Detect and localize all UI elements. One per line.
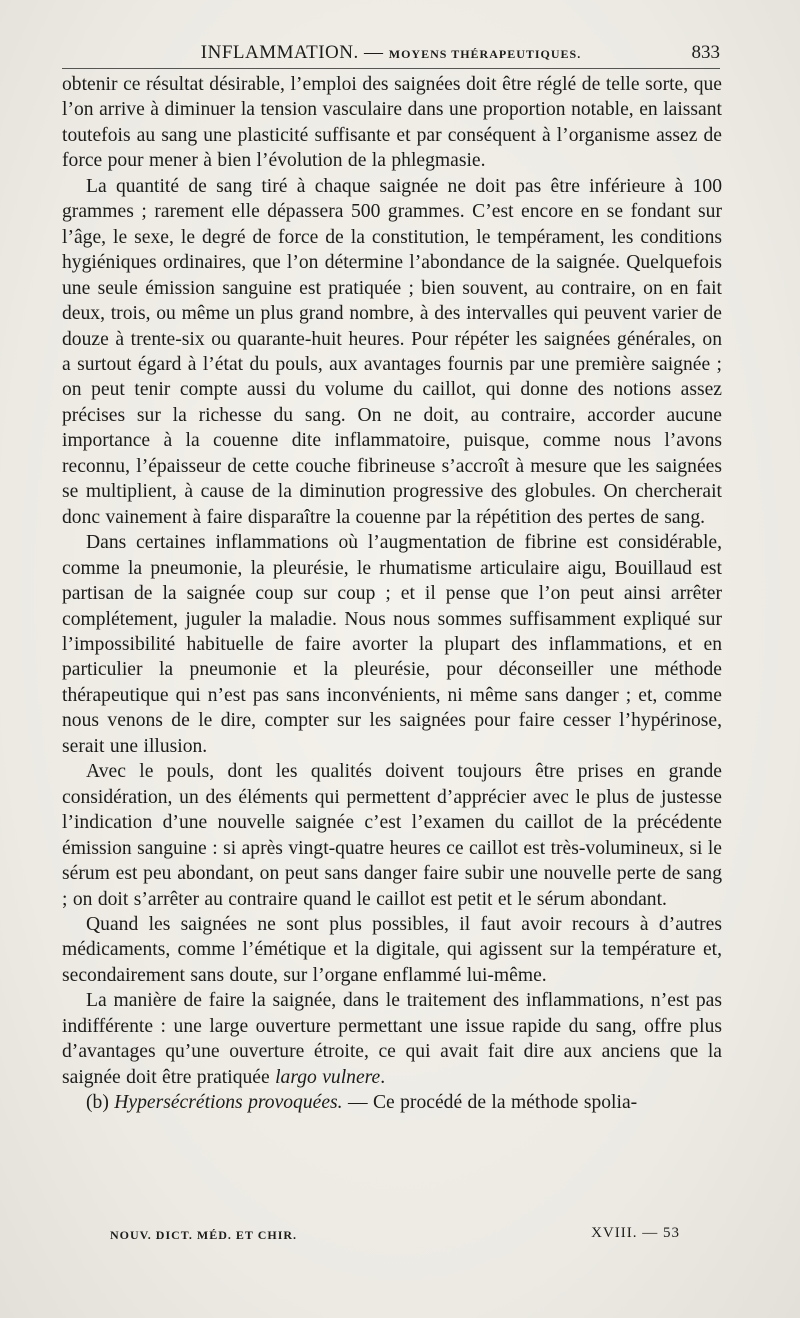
paragraph-7 <box>62 1090 722 1115</box>
body-text <box>62 72 722 1116</box>
page-footer <box>110 1225 680 1250</box>
running-head-subtitle: MOYENS THÉRAPEUTIQUES. <box>388 47 582 61</box>
footer-volume: XVIII. — 53 <box>591 1225 680 1241</box>
paragraph-7-text: — Ce procédé de la méthode spolia- <box>342 1092 638 1114</box>
section-label: (b) <box>86 1092 109 1114</box>
paragraph-6-end: . <box>380 1066 386 1088</box>
paragraph-3: Dans certaines inflammations où l’augmentation de fibrine est considérable, comme la pneumonie, la pleurésie, le rhumatisme articulaire aigu, Bouillaud est partisan de la saignée coup sur coup ; et il pense que l’on peut ainsi arrêter complétement, juguler la maladie. Nous nous sommes suffisamment expliqué sur l’impossibilité habituelle de faire avorter la plupart des inflammations, et en particulier la pneumonie et la pleurésie, pour déconseiller une méthode thérapeutique qui n’est pas sans inconvénients, ni même sans danger ; et, comme nous venons de le dire, compter sur les saignées pour faire cesser l’hypérinose, serait une illusion. <box>62 532 722 757</box>
paragraph-4: Avec le pouls, dont les qualités doivent toujours être prises en grande considération, un des éléments qui permettent d’apprécier avec le plus de justesse l’indication d’une nouvelle saignée c’est l’examen du caillot de la précédente émission sanguine : si après vingt-quatre heures ce caillot est très-volumineux, si le sérum est peu abondant, on peut sans danger faire subir une nouvelle perte de sang ; on doit s’arrêter au contraire quand le caillot est petit et le sérum abondant. <box>62 761 722 910</box>
running-head-title <box>62 42 720 64</box>
paragraph-2: La quantité de sang tiré à chaque saignée ne doit pas être inférieure à 100 grammes ; rarement elle dépassera 500 grammes. C’est encore en se fondant sur l’âge, le sexe, le degré de force de la constitution, le tempérament, les conditions hygiéniques ordinaires, que l’on détermine l’abondance de la saignée. Quelquefois une seule émission sanguine est pratiquée ; bien souvent, au contraire, on en fait deux, trois, ou même un plus grand nombre, à des intervalles qui peuvent varier de douze à trente-six ou quarante-huit heures. Pour répéter les saignées générales, on a surtout égard à l’état du pouls, aux avantages fournis par une première saignée ; on peut tenir compte aussi du volume du caillot, qui donne des notions assez précises sur la richesse du sang. On ne doit, au contraire, accorder aucune importance à la couenne dite inflammatoire, puisque, comme nous l’avons reconnu, l’épaisseur de cette couche fibrineuse s’accroît à mesure que les saignées se multiplient, à cause de la diminution progressive des globules. On chercherait donc vainement à faire disparaître la couenne par la répétition des pertes de sang. <box>62 175 722 528</box>
paragraph-6-text: La manière de faire la saignée, dans le traitement des inflammations, n’est pas indifférente : une large ouverture permettant une issue rapide du sang, offre plus d’avantages qu’une ouverture étroite, ce qui avait fait dire aux anciens que la saignée doit être pratiquée <box>62 990 722 1088</box>
latin-phrase: largo vulnere <box>275 1066 381 1088</box>
section-heading: Hypersécrétions provoquées. <box>114 1092 343 1114</box>
footer-signature: NOUV. DICT. MÉD. ET CHIR. <box>110 1228 298 1242</box>
page-number: 833 <box>691 42 720 63</box>
paragraph-5: Quand les saignées ne sont plus possibles, il faut avoir recours à d’autres médicaments, comme l’émétique et la digitale, qui agissent sur la température et, secondairement sans doute, sur l’organe enflammé lui-même. <box>62 913 722 986</box>
paragraph-6 <box>62 988 722 1090</box>
running-head <box>62 38 720 69</box>
paragraph-1: obtenir ce résultat désirable, l’emploi des saignées doit être réglé de telle sorte, que l’on arrive à diminuer la tension vasculaire dans une proportion notable, en laissant toutefois au sang une plasticité suffisante et par conséquent à l’organisme assez de force pour mener à bien l’évolution de la phlegmasie. <box>62 74 722 172</box>
running-head-main: INFLAMMATION. — <box>200 42 384 63</box>
